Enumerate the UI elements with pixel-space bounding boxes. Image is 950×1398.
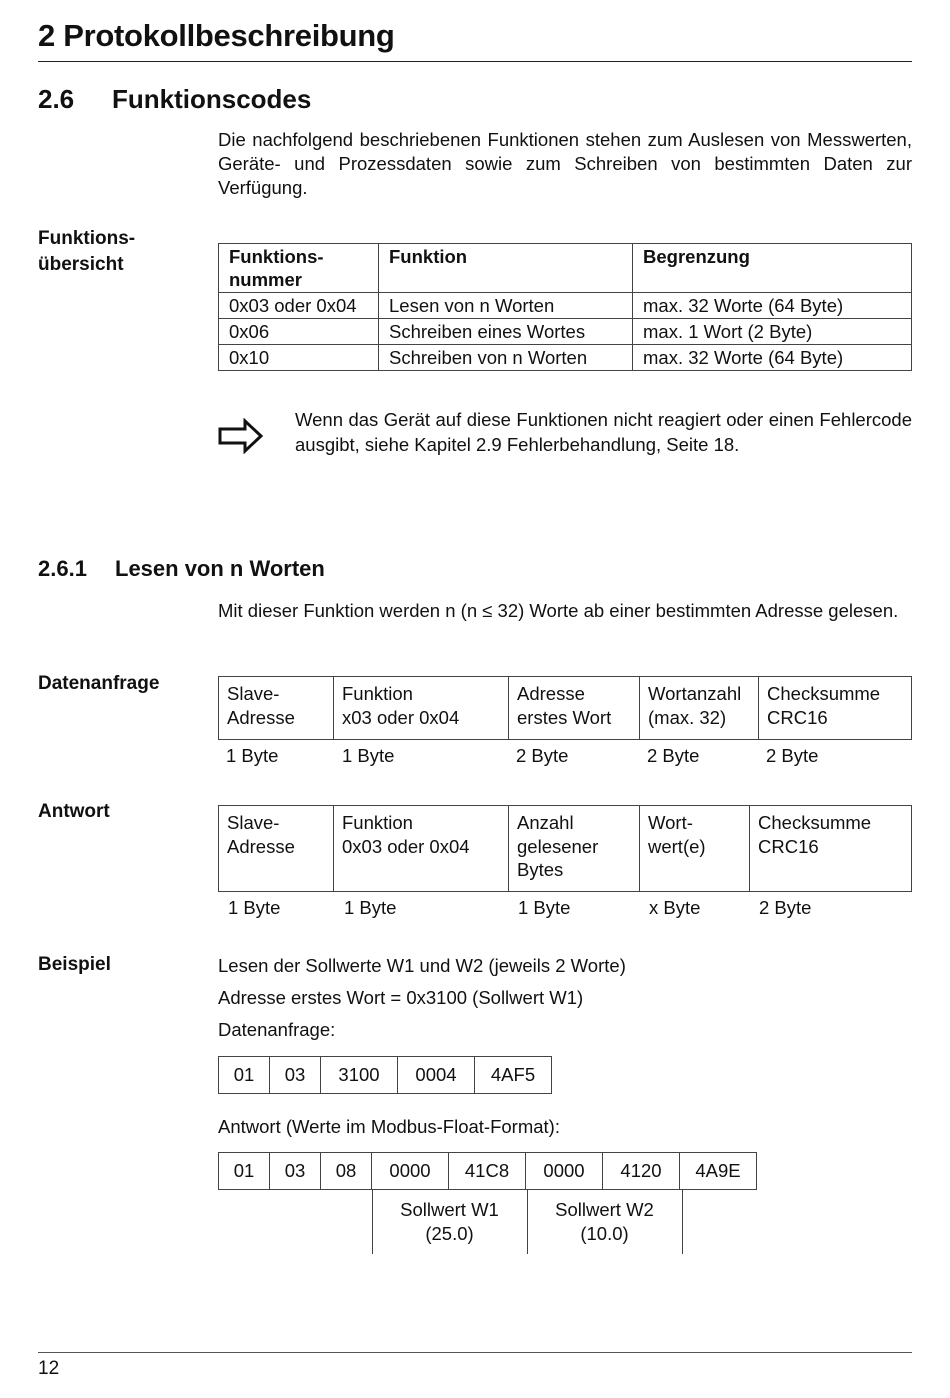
cell-line: Checksumme (767, 683, 881, 704)
annotation-spacer (218, 1190, 372, 1254)
section-intro: Die nachfolgend beschriebenen Funktionen stehen zum Auslesen von Messwerten, Geräte- und Prozessdaten sowie zum Schreiben von bestimmten Daten zur Verfügung. (218, 129, 912, 198)
example-request-table (218, 1056, 552, 1094)
header-function-number (219, 244, 379, 293)
cell-line: Anzahl (517, 812, 574, 833)
example-response-annotations (218, 1190, 759, 1254)
example-response-row (219, 1153, 757, 1190)
request-cell-address (509, 677, 640, 740)
response-cell-wordvalues (640, 806, 750, 892)
setpoint-w2-annotation (527, 1190, 682, 1254)
cell-line: wert(e) (648, 835, 706, 857)
page-number: 12 (38, 1358, 60, 1379)
annotation-spacer (682, 1190, 759, 1254)
hex-cell: 01 (219, 1153, 270, 1190)
hex-cell: 03 (270, 1153, 321, 1190)
header-function: Funktion (379, 244, 633, 293)
cell-line: gelesener (517, 835, 599, 857)
table-row (219, 345, 912, 371)
request-frame-table (218, 676, 912, 740)
section-number: 2.6 (38, 84, 75, 114)
hex-cell: 4120 (603, 1153, 680, 1190)
overview-label (38, 226, 135, 278)
request-frame-row (219, 677, 912, 740)
cell-line: Funktion (342, 812, 413, 833)
header-limit: Begrenzung (633, 244, 912, 293)
cell-line: erstes Wort (517, 706, 612, 728)
footer-divider (38, 1352, 912, 1353)
cell-line: Funktion (342, 683, 413, 704)
request-cell-wordcount (640, 677, 759, 740)
header-function-number-line2: nummer (229, 269, 302, 290)
table-cell: 0x03 oder 0x04 (219, 293, 379, 319)
hex-cell: 0000 (372, 1153, 449, 1190)
setpoint-w1-annotation (372, 1190, 527, 1254)
cell-line: Adresse (227, 706, 295, 728)
hex-cell: 0004 (398, 1057, 475, 1094)
section-title: Funktionscodes (112, 84, 312, 114)
setpoint-w2-label: Sollwert W2 (555, 1199, 654, 1220)
hex-cell: 3100 (321, 1057, 398, 1094)
example-line-4: Antwort (Werte im Modbus-Float-Format): (218, 1116, 560, 1137)
table-cell: max. 32 Worte (64 Byte) (633, 293, 912, 319)
response-frame-row (219, 806, 912, 892)
table-cell: 0x06 (219, 319, 379, 345)
example-request-row (219, 1057, 552, 1094)
setpoint-w2-value: (10.0) (580, 1223, 629, 1244)
cell-line: Checksumme (758, 812, 872, 833)
request-cell-function (334, 677, 509, 740)
hex-cell: 4AF5 (475, 1057, 552, 1094)
cell-line: CRC16 (767, 706, 828, 728)
cell-line: Wortanzahl (648, 683, 742, 704)
example-response-table (218, 1152, 757, 1190)
chapter-divider (38, 61, 912, 62)
request-cell-checksum (759, 677, 912, 740)
header-function-number-line1: Funktions- (229, 246, 324, 267)
cell-line: Bytes (517, 859, 564, 880)
cell-line: Slave- (227, 812, 280, 833)
byte-size: 2 Byte (759, 897, 812, 918)
table-row (219, 293, 912, 319)
setpoint-w1-value: (25.0) (425, 1223, 474, 1244)
byte-size: 1 Byte (518, 897, 571, 918)
overview-label-line1: Funktions- (38, 228, 136, 249)
example-line-1: Lesen der Sollwerte W1 und W2 (jeweils 2 Worte) (218, 955, 626, 976)
byte-size: 2 Byte (766, 745, 819, 766)
cell-line: Adresse (227, 835, 295, 857)
subsection-intro: Mit dieser Funktion werden n (n ≤ 32) Worte ab einer bestimmten Adresse gelesen. (218, 600, 899, 621)
hex-cell: 08 (321, 1153, 372, 1190)
response-cell-bytecount (509, 806, 640, 892)
table-cell: max. 1 Wort (2 Byte) (633, 319, 912, 345)
response-frame-table (218, 805, 912, 892)
byte-size: 1 Byte (228, 897, 281, 918)
response-label: Antwort (38, 801, 110, 822)
response-cell-checksum (750, 806, 912, 892)
example-line-3: Datenanfrage: (218, 1019, 336, 1040)
table-header-row (219, 244, 912, 293)
hex-cell: 03 (270, 1057, 321, 1094)
byte-size: 1 Byte (344, 897, 397, 918)
function-overview-table (218, 243, 912, 371)
table-cell: Lesen von n Worten (379, 293, 633, 319)
byte-size: 1 Byte (342, 745, 395, 766)
cell-line: Slave- (227, 683, 280, 704)
arrow-right-outline-icon (218, 418, 264, 454)
cell-line: x03 oder 0x04 (342, 706, 460, 728)
hex-cell: 4A9E (680, 1153, 757, 1190)
example-label: Beispiel (38, 954, 111, 975)
byte-size: 2 Byte (647, 745, 700, 766)
request-byte-sizes (218, 744, 912, 768)
response-cell-function (334, 806, 509, 892)
table-row (219, 319, 912, 345)
example-line-2: Adresse erstes Wort = 0x3100 (Sollwert W1) (218, 987, 584, 1008)
hex-cell: 41C8 (449, 1153, 526, 1190)
response-byte-sizes (218, 896, 912, 920)
chapter-title: 2 Protokollbeschreibung (38, 18, 395, 53)
cell-line: (max. 32) (648, 706, 727, 728)
table-cell: Schreiben eines Wortes (379, 319, 633, 345)
table-cell: Schreiben von n Worten (379, 345, 633, 371)
setpoint-w1-label: Sollwert W1 (400, 1199, 499, 1220)
subsection-number: 2.6.1 (38, 556, 87, 581)
byte-size: 2 Byte (516, 745, 569, 766)
note-text: Wenn das Gerät auf diese Funktionen nicht reagiert oder einen Fehlercode ausgibt, siehe Kapitel 2.9 Fehlerbehandlung, Seite 18. (295, 409, 912, 455)
cell-line: 0x03 oder 0x04 (342, 835, 470, 857)
annotation-row (218, 1190, 759, 1254)
response-cell-slave (219, 806, 334, 892)
request-label: Datenanfrage (38, 673, 160, 694)
table-cell: max. 32 Worte (64 Byte) (633, 345, 912, 371)
request-cell-slave (219, 677, 334, 740)
cell-line: Adresse (517, 683, 585, 704)
byte-size: 1 Byte (226, 745, 279, 766)
table-cell: 0x10 (219, 345, 379, 371)
overview-label-line2: übersicht (38, 254, 124, 275)
byte-size: x Byte (649, 897, 701, 918)
hex-cell: 0000 (526, 1153, 603, 1190)
cell-line: CRC16 (758, 835, 819, 857)
hex-cell: 01 (219, 1057, 270, 1094)
subsection-title: Lesen von n Worten (115, 556, 325, 581)
cell-line: Wort- (648, 812, 693, 833)
